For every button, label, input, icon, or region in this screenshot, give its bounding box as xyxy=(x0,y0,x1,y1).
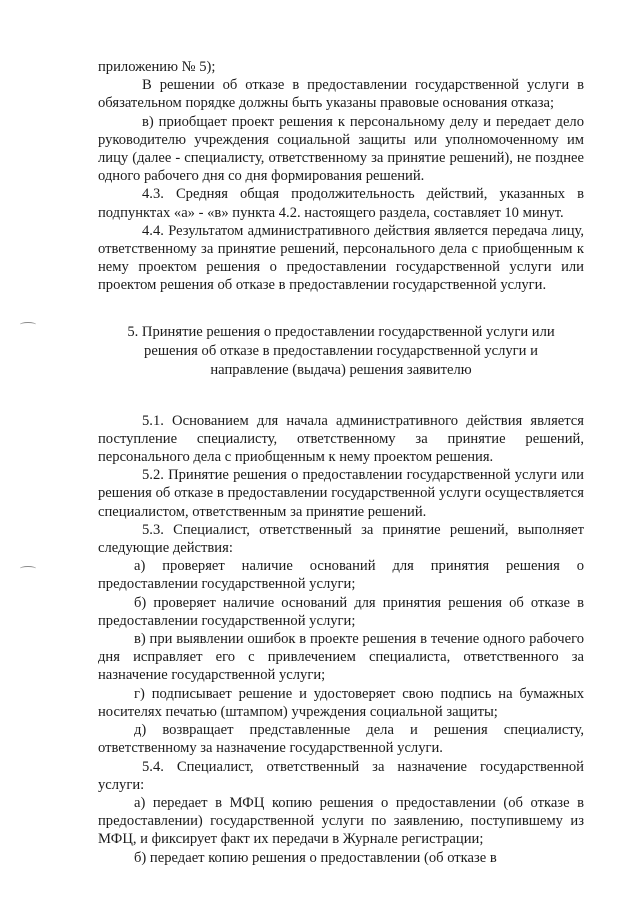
scan-margin-mark xyxy=(20,322,36,327)
paragraph-refusal-grounds: В решении об отказе в предоставлении государственной услуги в обязательном порядке должны быть указаны правовые основания отказа; xyxy=(98,77,584,112)
item-4-3: 4.3. Средняя общая продолжительность действий, указанных в подпунктах «а» - «в» пункта 4.2. настоящего раздела, составляет 10 минут. xyxy=(98,186,584,221)
item-5-4-a: а) передает в МФЦ копию решения о предоставлении (об отказе в предоставлении) государственной услуги по заявлению, поступившему из МФЦ, и фиксирует факт их передачи в Журнале регистрации; xyxy=(98,794,584,848)
item-5-3-d: д) возвращает представленные дела и решения специалисту, ответственному за назначение государственной услуги. xyxy=(98,722,584,757)
item-5-3-b: б) проверяет наличие оснований для принятия решения об отказе в предоставлении государственной услуги; xyxy=(98,594,584,629)
item-5-4: 5.4. Специалист, ответственный за назначение государственной услуги: xyxy=(98,758,584,793)
intro-line: приложению № 5); xyxy=(98,59,216,75)
item-5-3-v: в) при выявлении ошибок в проекте решения в течение одного рабочего дня исправляет его с привлечением специалиста, ответственного за назначение государственной услуги; xyxy=(98,631,584,684)
document-body xyxy=(98,58,584,867)
item-5-3-a: а) проверяет наличие оснований для принятия решения о предоставлении государственной услуги; xyxy=(98,558,584,593)
item-5-2: 5.2. Принятие решения о предоставлении государственной услуги или решения об отказе в предоставлении государственной услуги осуществляется специалистом, ответственным за принятие решений. xyxy=(98,467,584,520)
item-4-4: 4.4. Результатом административного действия является передача лицу, ответственному за принятие решений, персонального дела с приобщенным к нему проектом решения о предоставлении государственной услуги или проектом решения об отказе в предоставлении государственной услуги. xyxy=(98,222,584,294)
section-5-heading: 5. Принятие решения о предоставлении государственной услуги или решения об отказе в предоставлении государственной услуги и направление (выдача) решения заявителю xyxy=(127,323,555,378)
item-5-1: 5.1. Основанием для начала административного действия является поступление специалисту, ответственному за принятие решений, персонального дела с приобщенным к нему проектом решения. xyxy=(98,412,584,466)
item-5-3: 5.3. Специалист, ответственный за принятие решений, выполняет следующие действия: xyxy=(98,521,584,557)
scan-margin-mark xyxy=(20,566,36,571)
list-item-v-attach: в) приобщает проект решения к персональному делу и передает дело руководителю учреждения социальной защиты или уполномоченному им лицу (далее - специалисту, ответственному за принятие решений), не позднее одного рабочего дня со дня формирования решений. xyxy=(98,113,584,185)
item-5-4-b: б) передает копию решения о предоставлении (об отказе в xyxy=(134,849,497,866)
item-5-3-g: г) подписывает решение и удостоверяет свою подпись на бумажных носителях печатью (штампом) учреждения социальной защиты; xyxy=(98,685,584,720)
